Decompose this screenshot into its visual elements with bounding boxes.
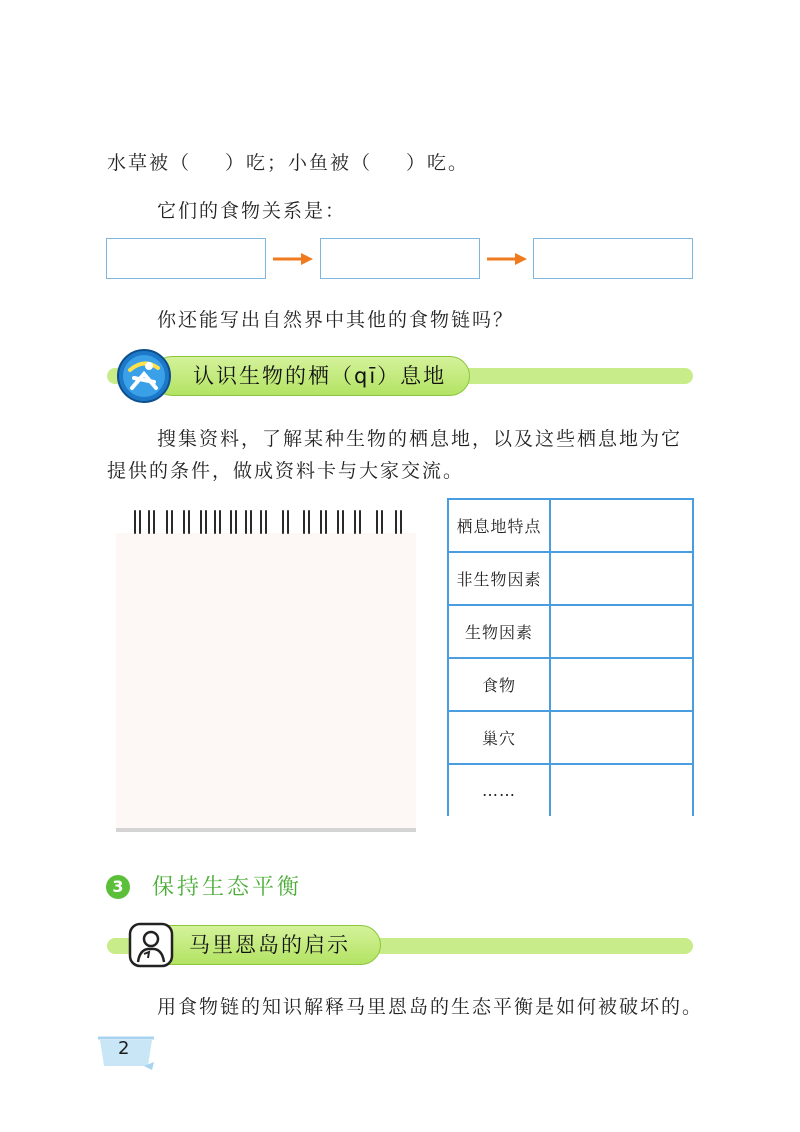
activity-instruction-line-2: 提供的条件，做成资料卡与大家交流。 — [107, 460, 465, 482]
answer-cell[interactable] — [550, 658, 693, 711]
row-label: 巢穴 — [448, 711, 550, 764]
answer-cell[interactable] — [550, 711, 693, 764]
blank-sentence-part-a: 水草被（ — [107, 152, 192, 174]
row-label: 食物 — [448, 658, 550, 711]
row-label: 生物因素 — [448, 605, 550, 658]
habitat-table — [447, 498, 694, 816]
table-row — [448, 605, 693, 658]
activity-question: 用食物链的知识解释马里恩岛的生态平衡是如何被破坏的。 — [157, 996, 704, 1018]
food-chain-box-2[interactable] — [320, 238, 480, 279]
explore-icon — [116, 348, 172, 404]
blank-sentence-part-c: ）吃。 — [406, 152, 470, 174]
table-row — [448, 764, 693, 816]
arrow-right-icon — [273, 252, 313, 266]
answer-cell[interactable] — [550, 605, 693, 658]
page-number: 2 — [118, 1038, 130, 1059]
row-label: 非生物因素 — [448, 552, 550, 605]
fill-blank-sentence — [107, 148, 469, 175]
table-row — [448, 658, 693, 711]
answer-cell[interactable] — [550, 499, 693, 552]
activity-title: 认识生物的栖（qī）息地 — [193, 364, 447, 388]
arrow-right-icon — [487, 252, 527, 266]
answer-cell[interactable] — [550, 764, 693, 816]
row-label: 栖息地特点 — [448, 499, 550, 552]
table-row — [448, 499, 693, 552]
blank-sentence-part-b: ）吃；小鱼被（ — [225, 152, 373, 174]
food-chain-box-3[interactable] — [533, 238, 693, 279]
activity-title-pill — [148, 925, 381, 965]
note-card-edge — [116, 828, 416, 832]
answer-cell[interactable] — [550, 552, 693, 605]
row-label: …… — [448, 764, 550, 816]
activity-title: 马里恩岛的启示 — [189, 933, 350, 957]
section-number-badge: 3 — [106, 875, 130, 899]
food-relation-label: 它们的食物关系是： — [157, 200, 347, 222]
food-chain-box-1[interactable] — [106, 238, 266, 279]
thinking-person-icon — [128, 922, 174, 968]
activity-title-pill — [152, 356, 470, 396]
table-row — [448, 711, 693, 764]
table-row — [448, 552, 693, 605]
note-card[interactable] — [116, 533, 416, 830]
other-chain-question: 你还能写出自然界中其他的食物链吗？ — [157, 309, 515, 331]
section-title: 保持生态平衡 — [152, 875, 303, 900]
activity-instruction-line-1: 搜集资料，了解某种生物的栖息地，以及这些栖息地为它 — [157, 428, 683, 450]
